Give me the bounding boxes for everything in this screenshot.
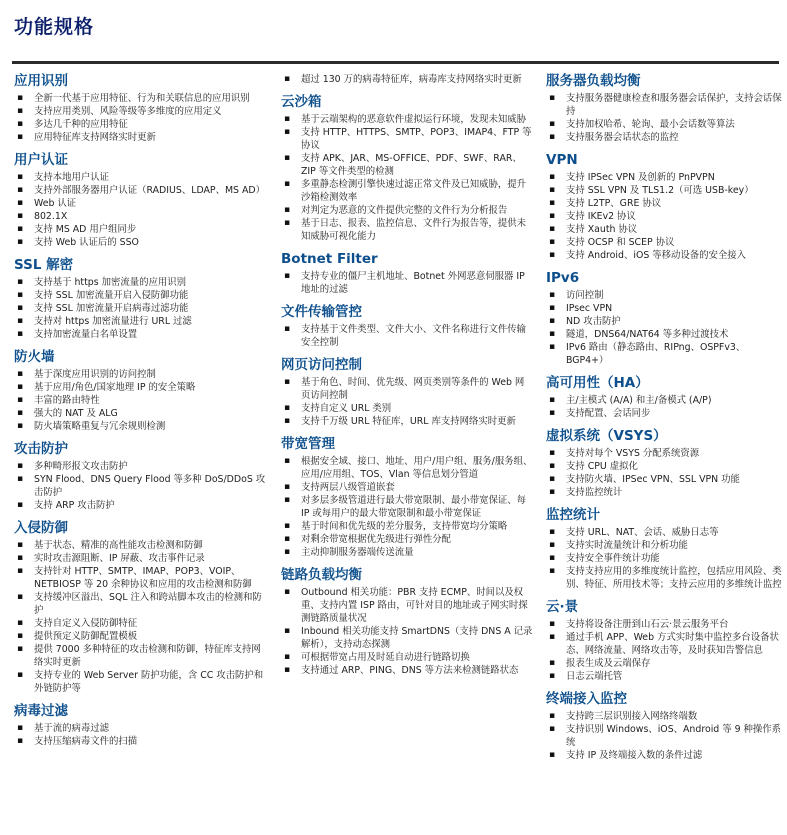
feature-item: ▪ 报表生成及云端保存 <box>546 657 782 670</box>
feature-item: ▪ ND 攻击防护 <box>546 315 782 328</box>
feature-item: ▪ 基于时间和优先级的差分服务，支持带宽均分策略 <box>281 520 533 533</box>
feature-list <box>14 722 266 748</box>
feature-item: ▪ 支持 ARP 攻击防护 <box>14 499 266 512</box>
feature-item: ▪ 支持 SSL 加密流量开启入侵防御功能 <box>14 289 266 302</box>
feature-item: ▪ 支持缓冲区溢出、SQL 注入和跨站脚本攻击的检测和防护 <box>14 591 266 617</box>
spec-section <box>14 73 266 144</box>
spec-section <box>281 251 533 296</box>
feature-list <box>281 455 533 559</box>
spec-section <box>14 520 266 695</box>
feature-item: ▪ 支持配置、会话同步 <box>546 407 782 420</box>
feature-item: ▪ SYN Flood、DNS Query Flood 等多种 DoS/DDoS 攻击防护 <box>14 473 266 499</box>
feature-item: ▪ 支持支持应用的多维度统计监控，包括应用风险、类别、特征、所用技术等；支持云应用的多维统计监控 <box>546 565 782 591</box>
feature-list <box>546 171 782 262</box>
feature-item: ▪ 支持 IPSec VPN 及创新的 PnPVPN <box>546 171 782 184</box>
feature-item: ▪ 支持两层八级管道嵌套 <box>281 481 533 494</box>
section-heading: 网页访问控制 <box>281 357 362 373</box>
feature-item: ▪ 对剩余带宽根据优先级进行弹性分配 <box>281 533 533 546</box>
spec-section <box>14 703 266 748</box>
feature-item: ▪ Inbound 相关功能支持 SmartDNS（支持 DNS A 记录解析），支持动态探测 <box>281 625 533 651</box>
feature-item: ▪ Outbound 相关功能：PBR 支持 ECMP、时间以及权重、支持内置 ISP 路由，可针对目的地址或子网实时探测链路质量状况 <box>281 586 533 625</box>
section-heading: SSL 解密 <box>14 257 74 273</box>
feature-item: ▪ 支持识别 Windows、iOS、Android 等 9 种操作系统 <box>546 723 782 749</box>
feature-item: ▪ 基于状态、精准的高性能攻击检测和防御 <box>14 539 266 552</box>
feature-item: ▪ 支持加权哈希、轮询、最小会话数等算法 <box>546 118 782 131</box>
feature-item: ▪ 全新一代基于应用特征、行为和关联信息的应用识别 <box>14 92 266 105</box>
feature-item: ▪ 通过手机 APP、Web 方式实时集中监控多台设备状态、网络流量、网络攻击等，及时获知告警信息 <box>546 631 782 657</box>
feature-item: ▪ 支持 Web 认证后的 SSO <box>14 236 266 249</box>
feature-item: ▪ 支持自定义 URL 类别 <box>281 402 533 415</box>
feature-item: ▪ 支持对 https 加密流量进行 URL 过滤 <box>14 315 266 328</box>
feature-item: ▪ Web 认证 <box>14 197 266 210</box>
spec-section <box>546 599 782 683</box>
spec-section <box>546 691 782 762</box>
feature-item: ▪ 基于角色、时间、优先级、网页类别等条件的 Web 网页访问控制 <box>281 376 533 402</box>
section-heading: 云·景 <box>546 599 579 615</box>
feature-item: ▪ 支持监控统计 <box>546 486 782 499</box>
feature-list <box>546 618 782 683</box>
feature-item: ▪ 根据安全域、接口、地址、用户/用户组、服务/服务组、应用/应用组、TOS、Vlan 等信息划分管道 <box>281 455 533 481</box>
spec-section <box>281 436 533 559</box>
feature-item: ▪ 可根据带宽占用及时延自动进行链路切换 <box>281 651 533 664</box>
feature-list <box>281 113 533 243</box>
spec-section <box>546 375 782 420</box>
feature-item: ▪ 支持 IKEv2 协议 <box>546 210 782 223</box>
feature-list <box>546 710 782 762</box>
spec-section <box>14 257 266 341</box>
feature-item: ▪ 支持跨三层识别接入网络终端数 <box>546 710 782 723</box>
feature-item: ▪ 支持加密流量白名单设置 <box>14 328 266 341</box>
feature-item: ▪ 支持 SSL VPN 及 TLS1.2（可选 USB-key） <box>546 184 782 197</box>
feature-list <box>546 447 782 499</box>
feature-item: ▪ 防火墙策略重复与冗余规则检测 <box>14 420 266 433</box>
title-divider <box>12 61 779 64</box>
spec-section <box>14 349 266 433</box>
feature-item: ▪ 对多层多级管道进行最大带宽限制、最小带宽保证、每 IP 或每用户的最大带宽限制和最小带宽保证 <box>281 494 533 520</box>
feature-item: ▪ 支持将设备注册到山石云·景云服务平台 <box>546 618 782 631</box>
section-heading: 高可用性（HA） <box>546 375 649 391</box>
feature-item: ▪ 支持 OCSP 和 SCEP 协议 <box>546 236 782 249</box>
feature-item: ▪ 基于日志、报表、监控信息、文件行为报告等，提供未知威胁可视化能力 <box>281 217 533 243</box>
feature-item: ▪ 支持通过 ARP、PING、DNS 等方法来检测链路状态 <box>281 664 533 677</box>
page-title: 功能规格 <box>14 16 95 38</box>
feature-item: ▪ 对判定为恶意的文件提供完整的文件行为分析报告 <box>281 204 533 217</box>
section-heading: 带宽管理 <box>281 436 335 452</box>
section-heading: VPN <box>546 152 578 168</box>
feature-item: ▪ 支持外部服务器用户认证（RADIUS、LDAP、MS AD） <box>14 184 266 197</box>
feature-item: ▪ 应用特征库支持网络实时更新 <box>14 131 266 144</box>
feature-item: ▪ 主/主模式 (A/A) 和主/备模式 (A/P) <box>546 394 782 407</box>
feature-item: ▪ 日志云端托管 <box>546 670 782 683</box>
feature-list <box>14 171 266 249</box>
section-heading: Botnet Filter <box>281 251 378 267</box>
feature-item: ▪ 超过 130 万的病毒特征库，病毒库支持网络实时更新 <box>281 73 533 86</box>
spec-section <box>281 94 533 243</box>
feature-item: ▪ 基于深度应用识别的访问控制 <box>14 368 266 381</box>
feature-item: ▪ 支持 Xauth 协议 <box>546 223 782 236</box>
feature-item: ▪ 提供 7000 多种特征的攻击检测和防御，特征库支持网络实时更新 <box>14 643 266 669</box>
section-heading: 文件传输管控 <box>281 304 362 320</box>
feature-list <box>14 276 266 341</box>
feature-item: ▪ 支持 MS AD 用户组同步 <box>14 223 266 236</box>
spec-section <box>546 507 782 591</box>
spec-section <box>281 73 533 86</box>
feature-item: ▪ 多达几千种的应用特征 <box>14 118 266 131</box>
feature-list <box>546 394 782 420</box>
spec-section <box>14 152 266 249</box>
spec-section <box>14 441 266 512</box>
section-heading: 防火墙 <box>14 349 55 365</box>
feature-item: ▪ 支持 HTTP、HTTPS、SMTP、POP3、IMAP4、FTP 等协议 <box>281 126 533 152</box>
feature-item: ▪ 支持 Android、iOS 等移动设备的安全接入 <box>546 249 782 262</box>
feature-list <box>546 289 782 367</box>
column-3 <box>546 73 782 770</box>
feature-item: ▪ 支持 L2TP、GRE 协议 <box>546 197 782 210</box>
feature-list <box>546 526 782 591</box>
feature-item: ▪ 基于云端架构的恶意软件虚拟运行环境，发现未知威胁 <box>281 113 533 126</box>
feature-item: ▪ 丰富的路由特性 <box>14 394 266 407</box>
feature-item: ▪ 基于流的病毒过滤 <box>14 722 266 735</box>
feature-item: ▪ 提供预定义防御配置模板 <box>14 630 266 643</box>
feature-item: ▪ 访问控制 <box>546 289 782 302</box>
section-heading: 虚拟系统（VSYS） <box>546 428 667 444</box>
feature-item: ▪ 支持专业的 Web Server 防护功能，含 CC 攻击防护和外链防护等 <box>14 669 266 695</box>
feature-item: ▪ IPsec VPN <box>546 302 782 315</box>
feature-item: ▪ 支持 URL、NAT、会话、威胁日志等 <box>546 526 782 539</box>
spec-section <box>281 567 533 677</box>
section-heading: 终端接入监控 <box>546 691 627 707</box>
feature-item: ▪ 支持基于文件类型、文件大小、文件名称进行文件传输安全控制 <box>281 323 533 349</box>
spec-section <box>546 270 782 367</box>
feature-list <box>14 539 266 695</box>
spec-section <box>546 428 782 499</box>
feature-item: ▪ 支持基于 https 加密流量的应用识别 <box>14 276 266 289</box>
feature-item: ▪ 支持压缩病毒文件的扫描 <box>14 735 266 748</box>
section-heading: 用户认证 <box>14 152 68 168</box>
feature-item: ▪ 支持应用类别、风险等级等多维度的应用定义 <box>14 105 266 118</box>
feature-item: ▪ 802.1X <box>14 210 266 223</box>
section-heading: 病毒过滤 <box>14 703 68 719</box>
column-2 <box>281 73 533 685</box>
feature-list <box>14 460 266 512</box>
feature-item: ▪ 支持服务器健康检查和服务器会话保护，支持会话保持 <box>546 92 782 118</box>
feature-list <box>14 368 266 433</box>
feature-item: ▪ 支持自定义入侵防御特征 <box>14 617 266 630</box>
section-heading: 监控统计 <box>546 507 600 523</box>
feature-item: ▪ 支持 CPU 虚拟化 <box>546 460 782 473</box>
feature-list <box>281 376 533 428</box>
feature-list <box>281 323 533 349</box>
spec-section <box>281 304 533 349</box>
section-heading: IPv6 <box>546 270 580 286</box>
section-heading: 云沙箱 <box>281 94 322 110</box>
spec-section <box>546 152 782 262</box>
feature-list <box>14 92 266 144</box>
feature-list <box>281 270 533 296</box>
feature-item: ▪ 支持实时流量统计和分析功能 <box>546 539 782 552</box>
column-1 <box>14 73 266 756</box>
spec-section <box>546 73 782 144</box>
feature-item: ▪ 基于应用/角色/国家地理 IP 的安全策略 <box>14 381 266 394</box>
feature-item: ▪ 多种畸形报文攻击防护 <box>14 460 266 473</box>
feature-item: ▪ 强大的 NAT 及 ALG <box>14 407 266 420</box>
feature-item: ▪ 支持服务器会话状态的监控 <box>546 131 782 144</box>
feature-item: ▪ 隧道，DNS64/NAT64 等多种过渡技术 <box>546 328 782 341</box>
section-heading: 服务器负载均衡 <box>546 73 641 89</box>
section-heading: 链路负载均衡 <box>281 567 362 583</box>
feature-item: ▪ 支持 SSL 加密流量开启病毒过滤功能 <box>14 302 266 315</box>
feature-item: ▪ 支持本地用户认证 <box>14 171 266 184</box>
feature-item: ▪ 支持安全事件统计功能 <box>546 552 782 565</box>
feature-item: ▪ 支持 IP 及终端接入数的条件过滤 <box>546 749 782 762</box>
feature-item: ▪ 支持针对 HTTP、SMTP、IMAP、POP3、VOIP、NETBIOSP 等 20 余种协议和应用的攻击检测和防御 <box>14 565 266 591</box>
feature-item: ▪ 支持防火墙、IPSec VPN、SSL VPN 功能 <box>546 473 782 486</box>
section-heading: 应用识别 <box>14 73 68 89</box>
feature-item: ▪ 支持对每个 VSYS 分配系统资源 <box>546 447 782 460</box>
feature-item: ▪ 多重静态检测引擎快速过滤正常文件及已知威胁，提升沙箱检测效率 <box>281 178 533 204</box>
section-heading: 攻击防护 <box>14 441 68 457</box>
feature-item: ▪ 支持千万级 URL 特征库，URL 库支持网络实时更新 <box>281 415 533 428</box>
spec-section <box>281 357 533 428</box>
feature-item: ▪ 支持专业的僵尸主机地址、Botnet 外网恶意伺服器 IP 地址的过滤 <box>281 270 533 296</box>
feature-item: ▪ 支持 APK、JAR、MS-OFFICE、PDF、SWF、RAR、ZIP 等文件类型的检测 <box>281 152 533 178</box>
feature-list <box>546 92 782 144</box>
feature-list <box>281 73 533 86</box>
feature-item: ▪ IPv6 路由（静态路由、RIPng、OSPFv3、BGP4+） <box>546 341 782 367</box>
section-heading: 入侵防御 <box>14 520 68 536</box>
feature-item: ▪ 主动抑制服务器端传送流量 <box>281 546 533 559</box>
feature-item: ▪ 实时攻击源阻断、IP 屏蔽、攻击事件记录 <box>14 552 266 565</box>
feature-list <box>281 586 533 677</box>
